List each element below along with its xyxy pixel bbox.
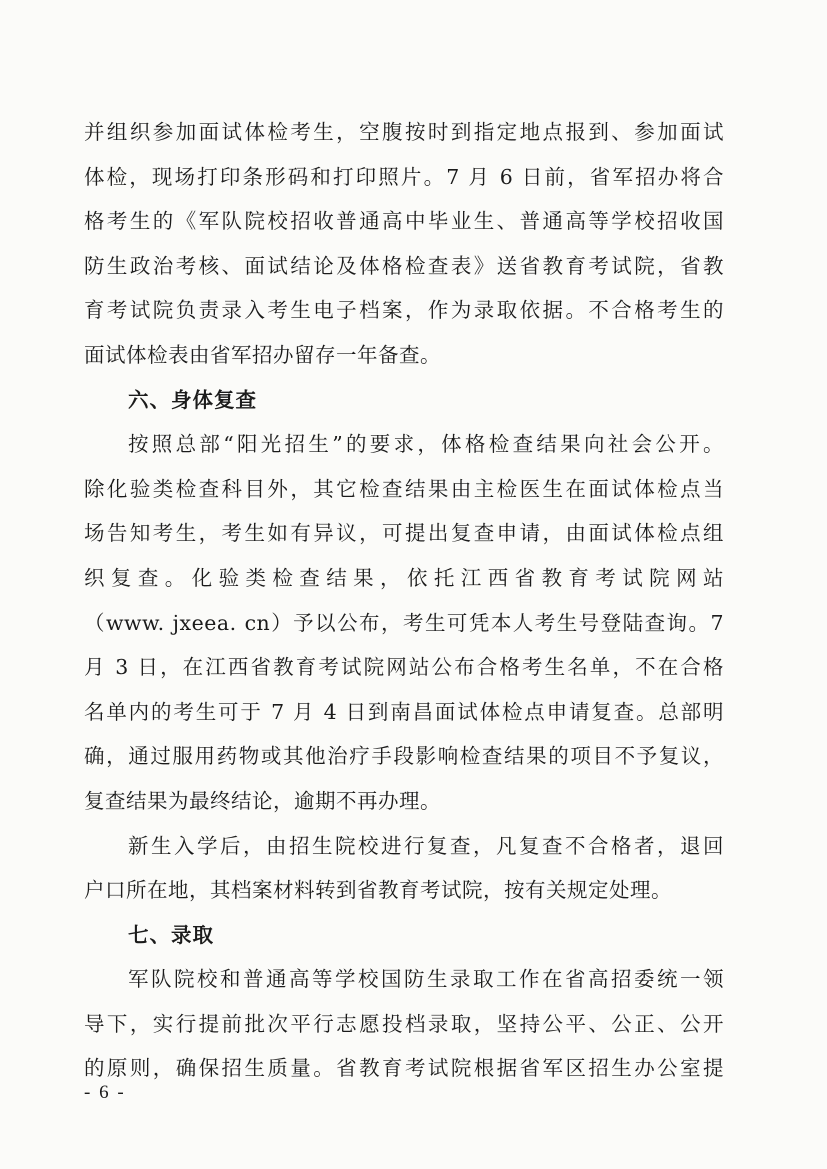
body-text-line: 月 3 日，在江西省教育考试院网站公布合格考生名单，不在合格 (84, 655, 724, 680)
body-text-line: 按照总部“阳光招生”的要求，体格检查结果向社会公开。 (128, 432, 724, 457)
body-text-line: 军队院校和普通高等学校国防生录取工作在省高招委统一领 (128, 967, 724, 992)
body-text-line: 户口所在地，其档案材料转到省教育考试院，按有关规定处理。 (84, 878, 672, 903)
body-text-line: （www. jxeea. cn）予以公布，考生可凭本人考生号登陆查询。7 (84, 610, 724, 635)
body-text-line: 面试体检表由省军招办留存一年备查。 (84, 342, 441, 367)
body-text-line: 除化验类检查科目外，其它检查结果由主检医生在面试体检点当 (84, 476, 724, 501)
body-text-line: 的原则，确保招生质量。省教育考试院根据省军区招生办公室提 (84, 1056, 724, 1081)
body-text-line: 并组织参加面试体检考生，空腹按时到指定地点报到、参加面试 (84, 120, 724, 144)
body-text-line: 防生政治考核、面试结论及体格检查表》送省教育考试院，省教 (84, 253, 724, 278)
section-heading: 七、录取 (128, 922, 214, 947)
body-text-line: 复查结果为最终结论，逾期不再办理。 (84, 788, 441, 813)
body-text-line: 格考生的《军队院校招收普通高中毕业生、普通高等学校招收国 (84, 209, 724, 234)
section-heading: 六、身体复查 (128, 387, 257, 412)
body-text-line: 场告知考生，考生如有异议，可提出复查申请，由面试体检点组 (84, 521, 724, 546)
page-number: - 6 - (84, 1082, 126, 1103)
body-text-line: 体检，现场打印条形码和打印照片。7 月 6 日前，省军招办将合 (84, 164, 724, 189)
body-text-line: 名单内的考生可于 7 月 4 日到南昌面试体检点申请复查。总部明 (84, 699, 724, 724)
body-text-line: 导下，实行提前批次平行志愿投档录取，坚持公平、公正、公开 (84, 1011, 724, 1036)
body-text-line: 织复查。化验类检查结果，依托江西省教育考试院网站 (84, 565, 724, 590)
body-text-line: 确，通过服用药物或其他治疗手段影响检查结果的项目不予复议， (84, 744, 724, 769)
body-text-line: 育考试院负责录入考生电子档案，作为录取依据。不合格考生的 (84, 298, 724, 323)
body-text-line: 新生入学后，由招生院校进行复查，凡复查不合格者，退回 (128, 833, 724, 858)
document-body (84, 110, 724, 1091)
